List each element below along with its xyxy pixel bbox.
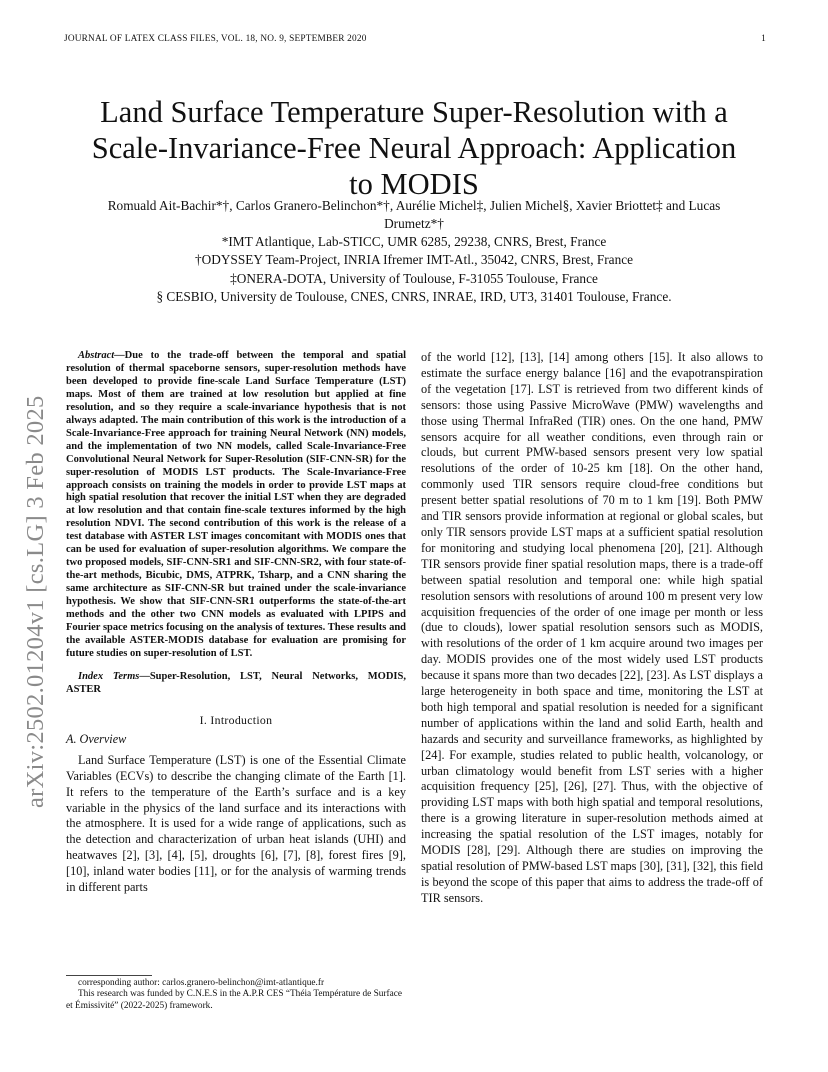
left-column [66, 350, 406, 896]
affiliation-list [62, 233, 766, 306]
intro-paragraph-right: of the world [12], [13], [14] among others [15]. It also allows to estimate the surface energy balance [16] and the evapotranspiration of the vegetation [17]. LST is retrieved from two different kinds of sensors: those using Passive MicroWave (PMW) wavelengths and those using Thermal InfraRed (TIR) ones. On the one hand, PMW sensors acquire for all weather conditions, even through rain or clouds, but current PMW-based sensors present very low spatial resolutions of the order of 10-25 km [18]. On the other hand, commonly used TIR sensors require cloud-free conditions but present better spatial resolutions of 70 m to 1 km [19]. Both PMW and TIR sensors provide information at regional or global scales, but only TIR sensors provide LST maps at a sufficient spatial resolution for monitoring and studying local phenomena [20], [21]. Although TIR sensors provide finer spatial resolution maps, there is a trade-off between spatial resolution and temporal one: while high spatial resolution sensors with resolutions of around 100 m present very low acquisition frequencies of the order of one image per month or less (due to clouds), lower spatial resolution sensors such as MODIS, with resolutions of the order of 1 km acquire around two images per day. MODIS provides one of the most widely used LST products because it spans more than two decades [22], [23]. As LST displays a large heterogeneity in both space and time, monitoring the LST at both high temporal and spatial resolution is needed for a significant number of applications within the land and solid Earth, health and hazards and security and surveillance frameworks, as highlighted by [24]. For example, studies related to public health, volcanology, or urban climatology would benefit from LST series with a higher acquisition frequency [25], [26], [27]. Thus, with the objective of providing LST maps with both high spatial and temporal resolutions, there is a growing literature in super-resolution methods aimed at increasing the spatial resolution of the LST images, notably for MODIS [28], [29]. Although there are studies on improving the spatial resolution of PMW-based LST maps [30], [31], [32], this field is beyond the scope of this paper that aims to address the trade-off of TIR sensors. [421, 350, 763, 905]
index-terms-text: —Super-Resolution, LST, Neural Networks, MODIS, ASTER [66, 670, 406, 695]
paper-title [60, 94, 768, 202]
intro-paragraph-left: Land Surface Temperature (LST) is one of the Essential Climate Variables (ECVs) to describe the changing climate of the Earth [1]. It refers to the temperature of the Earth’s surface and is a key variable in the physics of the land surface and its interactions with the atmosphere. It is used for a wide range of applications, such as the detection and characterization of urban heat islands (UHI) and heatwaves [2], [3], [4], [5], droughts [6], [7], [8], forest fires [9], [10], inland water bodies [11], or for the analysis of warming trends in different parts [66, 752, 406, 895]
title-line-1: Land Surface Temperature Super-Resolution with a [100, 95, 728, 130]
section-heading-introduction: I. Introduction [199, 712, 273, 727]
affiliation-cesbio: § CESBIO, University de Toulouse, CNES, CNRS, INRAE, IRD, UT3, 31401 Toulouse, France. [156, 288, 672, 304]
right-column [421, 350, 763, 907]
affiliation-onera: ‡ONERA-DOTA, University of Toulouse, F-31055 Toulouse, France [230, 270, 598, 286]
page-number: 1 [761, 34, 766, 44]
footnote-corresponding-author: corresponding author: carlos.granero-belinchon@imt-atlantique.fr [78, 978, 325, 988]
authors-line-1: Romuald Ait-Bachir*†, Carlos Granero-Belinchon*†, Aurélie Michel‡, Julien Michel§, Xavier Briottet‡ and Lucas [107, 198, 721, 213]
subsection-heading-overview: A. Overview [66, 731, 127, 746]
affiliation-odyssey: †ODYSSEY Team-Project, INRIA Ifremer IMT-Atl., 35042, CNRS, Brest, France [194, 252, 634, 268]
affiliation-imt: *IMT Atlantique, Lab-STICC, UMR 6285, 29238, CNRS, Brest, France [221, 234, 607, 249]
arxiv-identifier-stamp: arXiv:2502.01204v1 [cs.LG] 3 Feb 2025 [22, 395, 49, 808]
abstract-label: Abstract [78, 350, 115, 361]
title-line-2: Scale-Invariance-Free Neural Approach: Application [91, 131, 737, 166]
abstract [66, 350, 406, 661]
authors-line-2: Drumetz*† [384, 216, 444, 231]
footnote-funding: This research was funded by C.N.E.S in the A.P.R CES “Théia Température de Surface et Émissivité” (2022-2025) framework. [66, 989, 402, 1011]
index-terms-label: Index Terms [78, 670, 140, 682]
footnote-divider [66, 975, 152, 976]
index-terms [66, 671, 406, 697]
abstract-text: —Due to the trade-off between the temporal and spatial resolution of thermal spaceborne sensors, super-resolution methods have been developed to provide fine-scale Land Surface Temperature (LST) maps. Most of them are trained at low resolution but applied at fine resolution, and so they require a scale-invariance hypothesis that is not always adapted. The main contribution of this work is the introduction of a Scale-Invariance-Free approach for training Neural Network (NN) models, and the implementation of two NN models, called Scale-Invariance-Free Convolutional Neural Network for Super-Resolution (SIF-CNN-SR) for the super-resolution of MODIS LST products. The Scale-Invariance-Free approach consists on training the models in order to provide LST maps at high spatial resolution that recover the initial LST when they are degraded at low resolution and that contain fine-scale textures informed by the high resolution NDVI. The second contribution of this work is the release of a test database with ASTER LST images concomitant with MODIS ones that can be used for evaluation of super-resolution algorithms. We compare the two proposed models, SIF-CNN-SR1 and SIF-CNN-SR2, with four state-of-the-art methods, Bicubic, DMS, ATPRK, Tsharp, and a CNN sharing the same architecture as SIF-CNN-SR but trained under the scale-invariance hypothesis. We show that SIF-CNN-SR1 outperforms the state-of-the-art methods and the other two CNN models as evaluated with LPIPS and Fourier space metrics focusing on the analysis of textures. These results and the available ASTER-MODIS database for evaluation are promising for future studies on super-resolution of LST. [66, 350, 406, 659]
title-line-3: to MODIS [349, 167, 479, 202]
journal-info: JOURNAL OF LATEX CLASS FILES, VOL. 18, NO. 9, SEPTEMBER 2020 [64, 34, 367, 44]
footnotes [66, 978, 406, 1012]
running-header [64, 34, 766, 44]
author-list [62, 197, 766, 233]
